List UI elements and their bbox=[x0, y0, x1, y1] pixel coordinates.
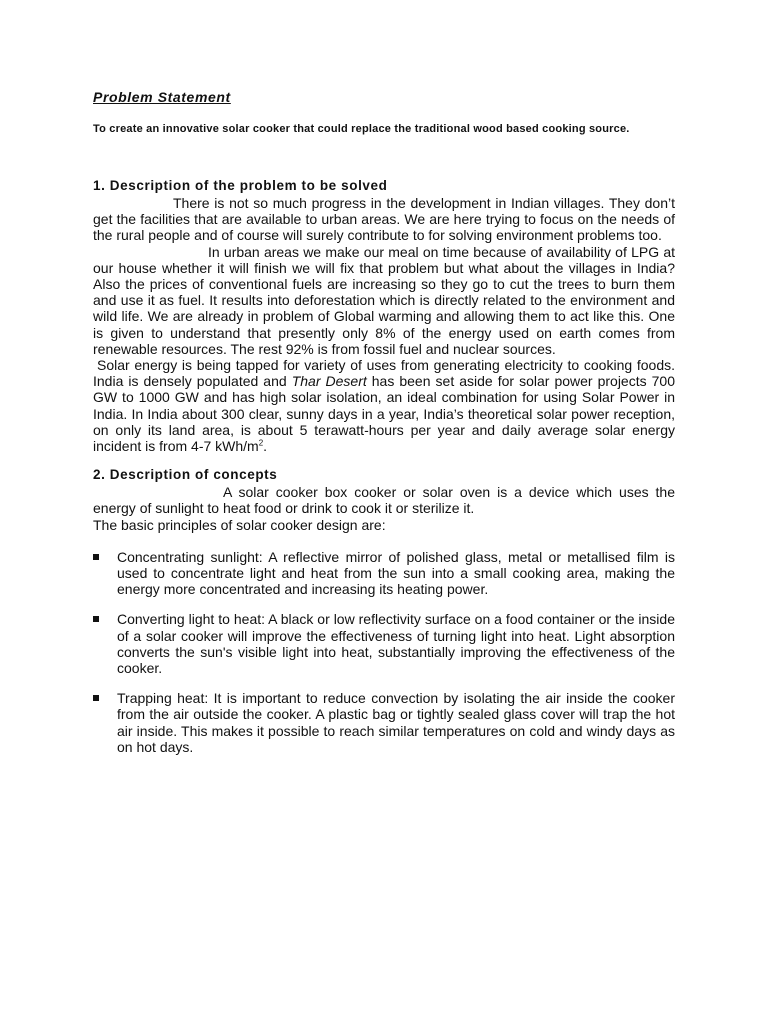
square-bullet-icon bbox=[93, 695, 99, 701]
section1-paragraph-2: In urban areas we make our meal on time because of availability of LPG at our house whether it will finish we will fix that problem but what about the villages in India? Also the prices of conventional fuels are increasing so they go to cut the trees to burn them and use it as fuel. It results into deforestation which is directly related to the environment and wild life. We are already in problem of Global warming and allowing them to act like this. One is given to understand that presently only 8% of the energy used on earth comes from renewable resources. The rest 92% is from fossil fuel and nuclear sources. bbox=[93, 243, 675, 357]
section2-paragraph-1: A solar cooker box cooker or solar oven is a device which uses the energy of sunlight to heat food or drink to cook it or sterilize it. bbox=[93, 484, 675, 517]
section2-heading: 2. Description of concepts bbox=[93, 467, 278, 483]
superscript-2: 2 bbox=[258, 438, 264, 448]
section1-paragraph-3 bbox=[93, 357, 675, 454]
list-item-text: Concentrating sunlight: A reflective mirror of polished glass, metal or metallised film is used to concentrate light and heat from the sun into a small cooking area, making the energy more concentrated and increasing its heating power. bbox=[117, 548, 675, 598]
list-item-text: Trapping heat: It is important to reduce convection by isolating the air inside the cooker from the air outside the cooker. A plastic bag or tightly sealed glass cover will trap the hot air inside. This makes it possible to reach similar temperatures on cold and windy days as on hot days. bbox=[117, 690, 675, 755]
section1-paragraph-1: There is not so much progress in the development in Indian villages. They don’t get the facilities that are available to urban areas. We are here trying to focus on the needs of the rural people and of course will surely contribute to for solving environment problems too. bbox=[93, 195, 675, 244]
list-item-text: Converting light to heat: A black or low reflectivity surface on a food container or the inside of a solar cooker will improve the effectiveness of turning light into heat. Light absorption converts the sun's visible light into heat, substantially improving the effectiveness of the cooker. bbox=[117, 611, 675, 677]
paragraph3-end: . bbox=[263, 438, 268, 455]
paragraph3-text-a: Solar energy is being tapped for variety of uses from generating electricity to cooking foods. India is densely populated and bbox=[93, 357, 675, 390]
document-page bbox=[93, 86, 675, 769]
section1-heading: 1. Description of the problem to be solved bbox=[93, 178, 388, 193]
section2-paragraph-2: The basic principles of solar cooker design are: bbox=[93, 516, 386, 533]
square-bullet-icon bbox=[93, 616, 99, 622]
principles-list bbox=[93, 549, 675, 755]
document-title: Problem Statement bbox=[93, 89, 231, 105]
thar-desert-italic: Thar Desert bbox=[291, 373, 367, 390]
square-bullet-icon bbox=[93, 554, 99, 560]
list-item bbox=[93, 549, 675, 598]
list-item bbox=[93, 611, 675, 676]
paragraph3-text-b: has been set aside for solar power projects 700 GW to 1000 GW and has high solar isolation, an ideal combination for using Solar Power in India. In India about 300 clear, sunny days in a year, India’s theoretical solar power reception, on only its land area, is about 5 terawatt-hours per year and daily average solar energy incident is from 4-7 kWh/m bbox=[93, 373, 675, 455]
aim-statement: To create an innovative solar cooker that could replace the traditional wood based cooking source. bbox=[93, 123, 630, 135]
list-item bbox=[93, 690, 675, 755]
